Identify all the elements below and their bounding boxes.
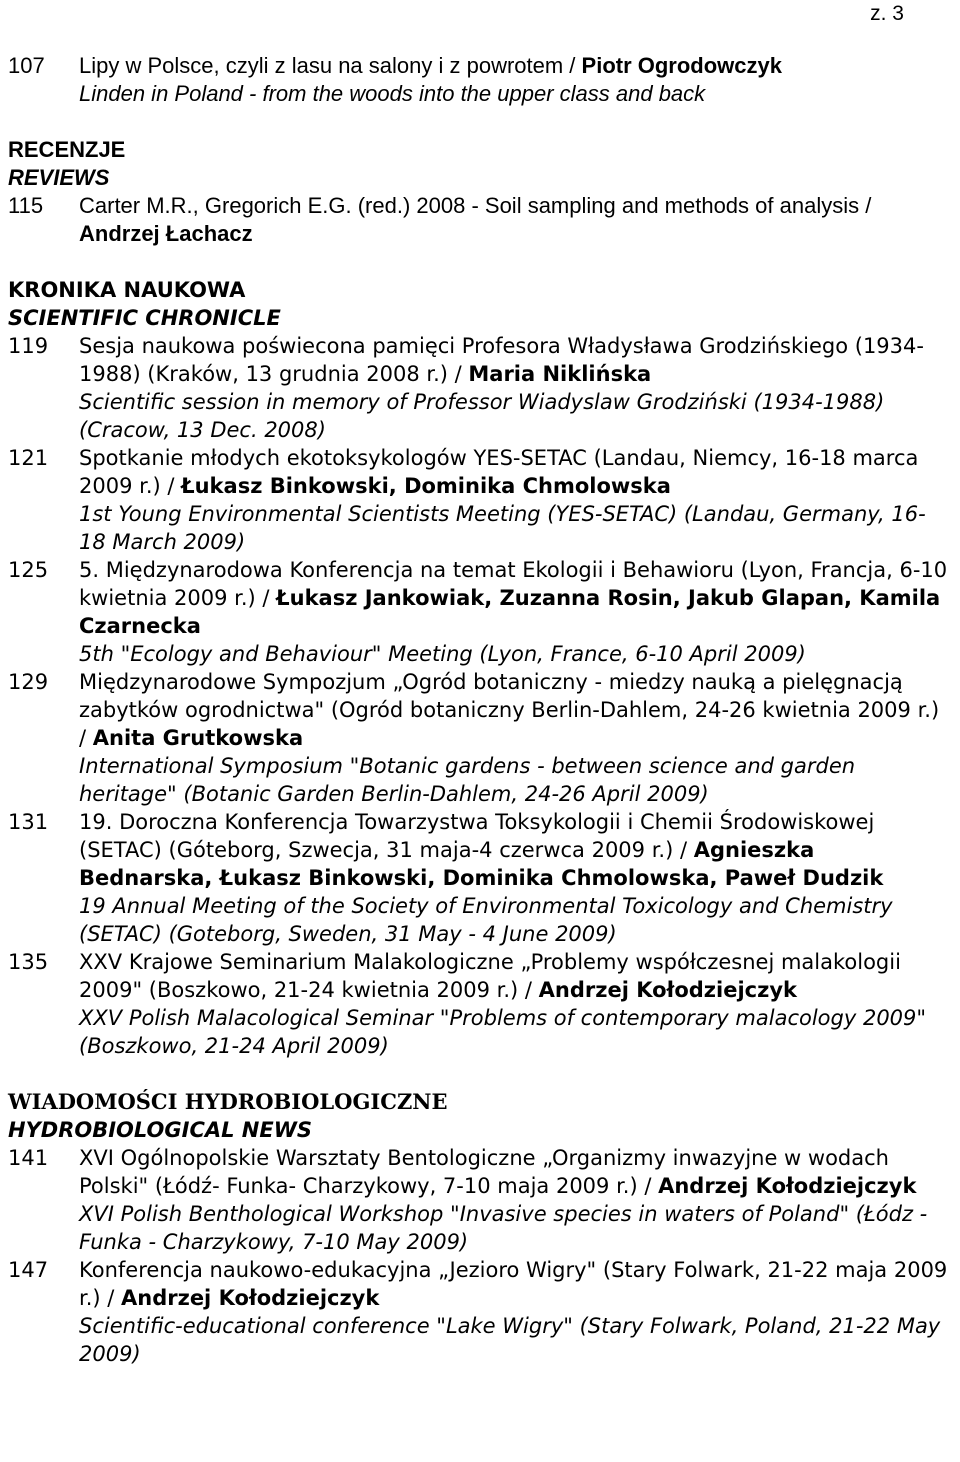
list-item	[8, 192, 948, 248]
entry-body	[79, 556, 948, 668]
entry-body	[79, 1144, 948, 1256]
entry-english-title: 1st Young Environmental Scientists Meeting (YES-SETAC) (Landau, Germany, 16-18 March 2009)	[79, 502, 926, 554]
entry-author: Łukasz Jankowiak, Zuzanna Rosin, Jakub Glapan, Kamila Czarnecka	[79, 586, 941, 638]
page-ref: 107	[8, 53, 45, 78]
entry-author: Łukasz Binkowski, Dominika Chmolowska	[181, 474, 671, 498]
page-ref: 115	[8, 193, 44, 218]
entry-body	[79, 948, 948, 1060]
entry-title: 19. Doroczna Konferencja Towarzystwa Toksykologii i Chemii Środowiskowej (SETAC) (Góteborg, Szwecja, 31 maja-4 czerwca 2009 r.) /	[79, 810, 875, 862]
list-item	[8, 52, 948, 108]
entry-english-title: XVI Polish Benthological Workshop "Invasive species in waters of Poland" (Łódz - Funka - Charzykowy, 7-10 May 2009)	[79, 1202, 928, 1254]
entry-title: Spotkanie młodych ekotoksykologów YES-SETAC (Landau, Niemcy, 16-18 marca 2009 r.) /	[79, 446, 919, 498]
section-title-pl: WIADOMOŚCI HYDROBIOLOGICZNE	[8, 1089, 448, 1114]
entry-title: XXV Krajowe Seminarium Malakologiczne „Problemy współczesnej malakologii 2009" (Boszkowo, 21-24 kwietnia 2009 r.) /	[79, 950, 901, 1002]
page-ref: 131	[8, 810, 49, 834]
entry-english-title: Scientific-educational conference "Lake Wigry" (Stary Folwark, Poland, 21-22 May 2009)	[79, 1314, 941, 1366]
page-ref: 129	[8, 670, 49, 694]
page-number: z. 3	[870, 2, 904, 25]
section-title-pl: KRONIKA NAUKOWA	[8, 278, 246, 302]
list-item	[8, 668, 948, 808]
section-title-en: SCIENTIFIC CHRONICLE	[8, 306, 281, 330]
entry-english-title: 5th "Ecology and Behaviour" Meeting (Lyon, France, 6-10 April 2009)	[79, 642, 806, 666]
entry-title: Lipy w Polsce, czyli z lasu na salony i z powrotem /	[79, 53, 582, 78]
entry-body	[79, 668, 948, 808]
entry-title: Sesja naukowa poświecona pamięci Profesora Władysława Grodzińskiego (1934-1988) (Kraków, 13 grudnia 2008 r.) /	[79, 334, 924, 386]
page-ref: 119	[8, 334, 49, 358]
list-item	[8, 948, 948, 1060]
list-item	[8, 332, 948, 444]
contents-list	[8, 52, 948, 1368]
page-ref: 147	[8, 1258, 49, 1282]
entry-body	[79, 192, 948, 248]
entry-body	[79, 1256, 948, 1368]
page-ref: 135	[8, 950, 49, 974]
entry-title: Carter M.R., Gregorich E.G. (red.) 2008 - Soil sampling and methods of analysis /	[79, 193, 872, 218]
entry-english-title: Scientific session in memory of Professor Wiadyslaw Grodziński (1934-1988) (Cracow, 13 Dec. 2008)	[79, 390, 885, 442]
chronicle-section	[8, 276, 948, 1060]
section-title-en: HYDROBIOLOGICAL NEWS	[8, 1118, 313, 1142]
entry-author: Piotr Ogrodowczyk	[581, 53, 783, 78]
entry-author: Andrzej Kołodziejczyk	[538, 978, 797, 1002]
page-ref: 125	[8, 558, 49, 582]
entry-author: Andrzej Kołodziejczyk	[121, 1286, 380, 1310]
section-title-en: REVIEWS	[8, 165, 110, 190]
page-ref: 141	[8, 1146, 49, 1170]
entry-title: 5. Międzynarodowa Konferencja na temat Ekologii i Behawioru (Lyon, Francja, 6-10 kwietnia 2009 r.) /	[79, 558, 948, 610]
entry-author: Maria Niklińska	[468, 362, 652, 386]
list-item	[8, 444, 948, 556]
section-title-pl: RECENZJE	[8, 137, 126, 162]
entry-body	[79, 52, 948, 108]
entry-body	[79, 332, 948, 444]
list-item	[8, 1144, 948, 1256]
list-item	[8, 556, 948, 668]
entry-title: XVI Ogólnopolskie Warsztaty Bentologiczne „Organizmy inwazyjne w wodach Polski" (Łódź- Funka- Charzykowy, 7-10 maja 2009 r.) /	[79, 1146, 889, 1198]
entry-author: Andrzej Kołodziejczyk	[658, 1174, 917, 1198]
reviews-section	[8, 136, 948, 248]
hydro-section	[8, 1088, 948, 1368]
entry-english-title: XXV Polish Malacological Seminar "Problems of contemporary malacology 2009" (Boszkowo, 21-24 April 2009)	[79, 1006, 927, 1058]
entry-title: Międzynarodowe Sympozjum „Ogród botaniczny - miedzy nauką a pielęgnacją zabytków ogrodnictwa" (Ogród botaniczny Berlin-Dahlem, 24-26 kwietnia 2009 r.) /	[79, 670, 940, 750]
entry-author: Anita Grutkowska	[92, 726, 304, 750]
entry-author: Andrzej Łachacz	[79, 221, 253, 246]
entry-english-title: 19 Annual Meeting of the Society of Environmental Toxicology and Chemistry (SETAC) (Goteborg, Sweden, 31 May - 4 June 2009)	[79, 894, 893, 946]
list-item	[8, 808, 948, 948]
entry-english-title: Linden in Poland - from the woods into the upper class and back	[79, 81, 706, 106]
entry-author: Agnieszka Bednarska, Łukasz Binkowski, Dominika Chmolowska, Paweł Dudzik	[79, 838, 884, 890]
entry-body	[79, 444, 948, 556]
list-item	[8, 1256, 948, 1368]
entry-title: Konferencja naukowo-edukacyjna „Jezioro Wigry" (Stary Folwark, 21-22 maja 2009 r.) /	[79, 1258, 948, 1310]
entry-body	[79, 808, 948, 948]
entry-english-title: International Symposium "Botanic gardens - between science and garden heritage" (Botanic Garden Berlin-Dahlem, 24-26 April 2009)	[79, 754, 856, 806]
page-ref: 121	[8, 446, 49, 470]
